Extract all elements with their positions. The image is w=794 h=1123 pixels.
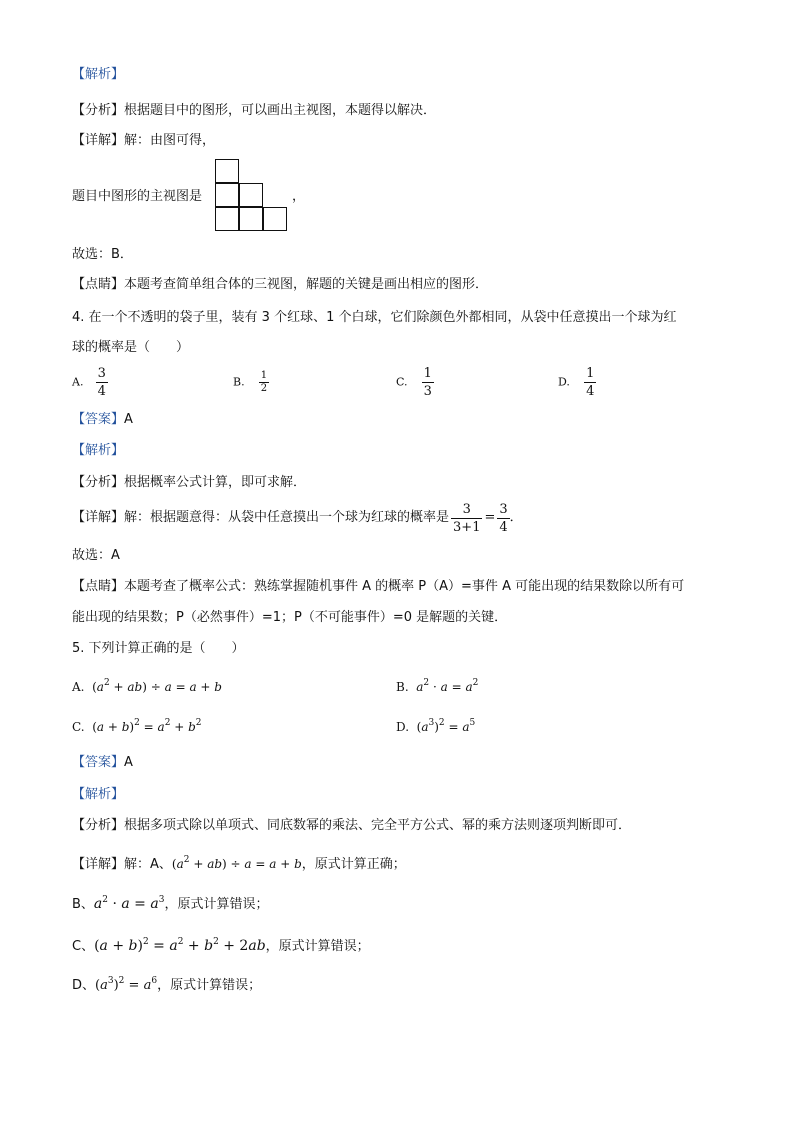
main-view-figure bbox=[215, 159, 291, 233]
detail-tag: 【详解】 bbox=[72, 133, 125, 148]
q4-option-a bbox=[72, 365, 108, 400]
denominator: 4 bbox=[97, 384, 106, 399]
analysis-tag: 【分析】 bbox=[72, 818, 125, 833]
detail-text: 解：根据题意得：从袋中任意摸出一个球为红球的概率是 bbox=[124, 510, 450, 525]
option-letter: A. bbox=[72, 375, 84, 389]
detail-tag: 【详解】 bbox=[72, 857, 125, 872]
analysis-tag: 【分析】 bbox=[72, 475, 125, 490]
q5-option-b: B. $a^2 \cdot a = a^2$ bbox=[396, 678, 479, 694]
calc-fraction-1 bbox=[451, 501, 482, 536]
analysis-line bbox=[72, 102, 436, 120]
math-expr-c: $(a + b)^2 = a^2 + b^2 + 2ab$ bbox=[94, 937, 266, 954]
detail-text: 解：A、 bbox=[124, 857, 172, 872]
answer-choice-line: 故选：B． bbox=[72, 247, 133, 262]
detail-text: B、 bbox=[72, 897, 94, 912]
detail-text: C、 bbox=[72, 939, 95, 954]
denominator: 4 bbox=[586, 384, 595, 399]
comment-text: 本题考查了概率公式：熟练掌握随机事件 A 的概率 P（A）=事件 A 可能出现的结果数除以所有可 bbox=[124, 579, 685, 594]
option-fraction bbox=[584, 365, 596, 400]
q4-comment-line2: 能出现的结果数；P（必然事件）=1；P（不可能事件）=0 是解题的关键． bbox=[72, 610, 508, 625]
q4-option-b bbox=[233, 370, 269, 395]
detail-text: 解：由图可得， bbox=[124, 133, 216, 148]
q4-choice-line: 故选：A bbox=[72, 548, 120, 563]
q4-comment-line1 bbox=[72, 578, 684, 596]
option-letter: C. bbox=[396, 375, 408, 389]
comment-text: 本题考查简单组合体的三视图，解题的关键是画出相应的图形． bbox=[124, 277, 489, 292]
analysis-tag: 【分析】 bbox=[72, 103, 125, 118]
q5-stem: 5. 下列计算正确的是（ ） bbox=[72, 641, 245, 656]
q4-jiexi: 【解析】 bbox=[72, 443, 125, 458]
math-expr-d: $(a^3)^2 = a^6$ bbox=[95, 976, 158, 993]
answer-tag: 【答案】 bbox=[72, 755, 125, 770]
denominator: 2 bbox=[260, 383, 268, 394]
period: ． bbox=[509, 510, 523, 525]
comment-line bbox=[72, 276, 488, 294]
analysis-text: 根据题目中的图形，可以画出主视图，本题得以解决． bbox=[124, 103, 437, 118]
q4-analysis-line bbox=[72, 474, 306, 492]
analysis-text: 根据多项式除以单项式、同底数幂的乘法、完全平方公式、幂的乘方法则逐项判断即可． bbox=[124, 818, 632, 833]
numerator: 1 bbox=[586, 366, 595, 381]
detail-text: ，原式计算错误； bbox=[164, 897, 269, 912]
comment-tag: 【点睛】 bbox=[72, 579, 125, 594]
q4-option-c bbox=[396, 365, 434, 400]
numerator: 1 bbox=[260, 370, 268, 381]
option-fraction bbox=[259, 370, 269, 395]
q5-detail-a bbox=[72, 855, 406, 874]
grid-cell bbox=[215, 183, 239, 207]
calc-fraction-2 bbox=[497, 501, 509, 536]
grid-cell bbox=[215, 207, 239, 231]
denominator: 3 bbox=[423, 384, 432, 399]
grid-cell bbox=[215, 159, 239, 183]
q4-stem-line1: 4. 在一个不透明的袋子里，装有 3 个红球、1 个白球，它们除颜色外都相同，从袋中任意摸出一个球为红 bbox=[72, 310, 677, 325]
q5-detail-c bbox=[72, 937, 370, 956]
grid-cell bbox=[239, 183, 263, 207]
q5-jiexi: 【解析】 bbox=[72, 787, 125, 802]
detail-tag: 【详解】 bbox=[72, 510, 125, 525]
q5-detail-b bbox=[72, 895, 268, 914]
grid-cell bbox=[239, 207, 263, 231]
option-letter: D. bbox=[558, 375, 570, 389]
q5-analysis-line bbox=[72, 817, 631, 835]
q5-answer-line bbox=[72, 754, 133, 772]
math-expr-b: $a^2 \cdot a = a^3$ bbox=[93, 895, 165, 912]
q5-option-c: C. $(a + b)^2 = a^2 + b^2$ bbox=[72, 718, 202, 734]
numerator: 3 bbox=[451, 501, 482, 519]
option-letter: B. bbox=[233, 375, 245, 389]
answer-value: A bbox=[124, 755, 133, 770]
grid-cell bbox=[263, 207, 287, 231]
equals-sign: = bbox=[484, 510, 496, 525]
q5-option-a: A. $(a^2 + ab) \div a = a + b$ bbox=[72, 678, 222, 694]
detail-line bbox=[72, 132, 215, 150]
denominator: 3+1 bbox=[453, 519, 481, 535]
option-fraction bbox=[96, 365, 108, 400]
q4-answer-line bbox=[72, 411, 133, 429]
option-fraction bbox=[422, 365, 434, 400]
denominator: 4 bbox=[499, 519, 508, 535]
main-view-comma: ， bbox=[292, 189, 306, 204]
numerator: 1 bbox=[423, 366, 432, 381]
analysis-text: 根据概率公式计算，即可求解． bbox=[124, 475, 307, 490]
q5-detail-d bbox=[72, 977, 261, 995]
detail-text: D、 bbox=[72, 978, 96, 993]
comment-tag: 【点睛】 bbox=[72, 277, 125, 292]
q4-detail-line bbox=[72, 498, 523, 538]
numerator: 3 bbox=[97, 366, 106, 381]
numerator: 3 bbox=[499, 501, 508, 517]
q4-option-d bbox=[558, 365, 596, 400]
detail-text: ，原式计算错误； bbox=[265, 939, 370, 954]
q5-option-d: D. $(a^3)^2 = a^5$ bbox=[396, 718, 476, 734]
answer-tag: 【答案】 bbox=[72, 412, 125, 427]
main-view-text: 题目中图形的主视图是 bbox=[72, 189, 203, 204]
section-jiexi: 【解析】 bbox=[72, 67, 125, 82]
math-expr-a: $(a^2 + ab) \div a = a + b$ bbox=[171, 855, 302, 871]
detail-text: ，原式计算错误； bbox=[157, 978, 262, 993]
detail-text: ，原式计算正确； bbox=[301, 857, 406, 872]
answer-value: A bbox=[124, 412, 133, 427]
q4-stem-line2: 球的概率是（ ） bbox=[72, 340, 190, 355]
